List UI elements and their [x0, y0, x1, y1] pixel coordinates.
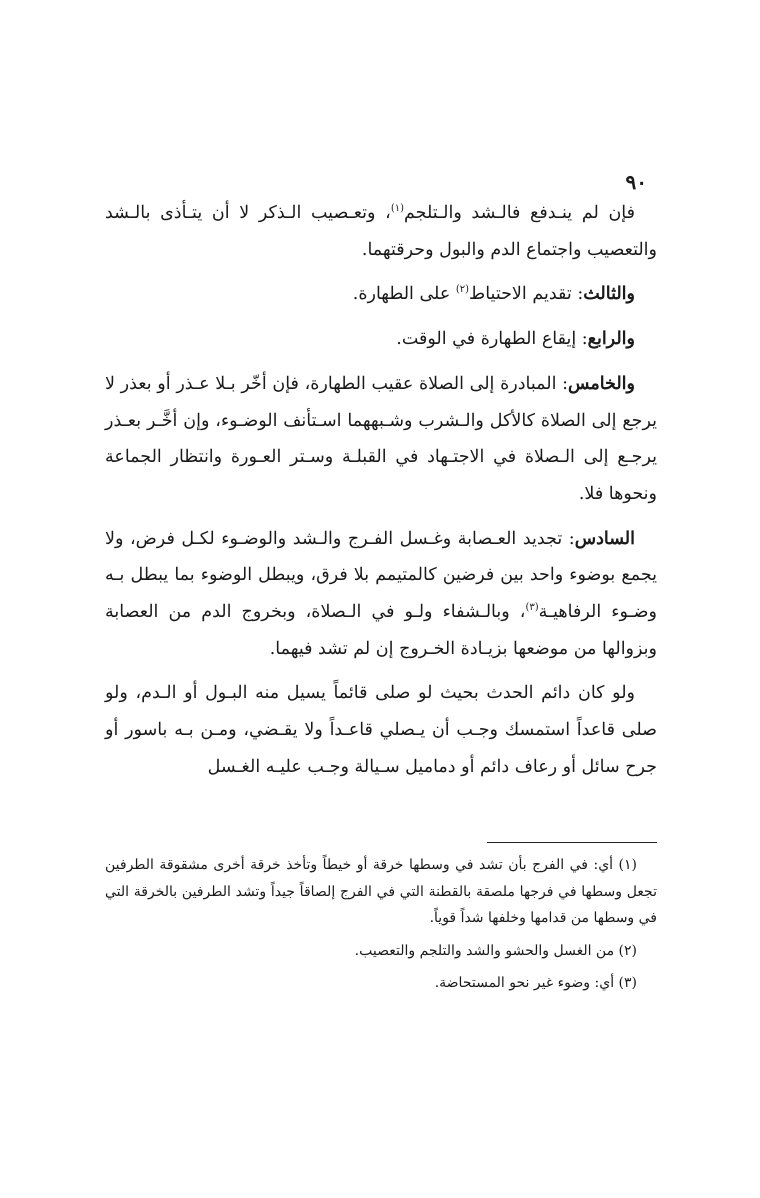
paragraph-text: على الطهارة. [352, 284, 456, 305]
paragraph-text: فإن لم ينـدفع فالـشد والـتلجم [404, 203, 635, 223]
footnote-ref: (١) [390, 203, 404, 215]
footnote-divider [487, 842, 657, 843]
footnote-ref: (٣) [525, 602, 539, 614]
page-number: ٩٠ [625, 170, 647, 194]
paragraph [105, 321, 657, 358]
paragraph-text: ، وتعـصيب الـذكر لا أن يتـأذى بالـشد والتعصيب واجتماع الدم والبول وحرقتهما. [105, 203, 657, 260]
paragraph [105, 675, 657, 785]
paragraph-text: : إيقاع الطهارة في الوقت. [396, 329, 588, 350]
paragraph [105, 276, 657, 313]
paragraph-lead: السادس [574, 528, 635, 549]
paragraph [105, 521, 657, 668]
footnote: (٣) أي: وضوء غير نحو المستحاضة. [434, 975, 637, 991]
footnote: (٢) من الغسل والحشو والشد والتلجم والتعصيب. [354, 942, 637, 959]
paragraph-text: ولو كان دائم الحدث بحيث لو صلى قائماً يسيل منه البـول أو الـدم، ولو صلى قاعداً استمسك وجـب أن يـصلي قاعـداً ولا يقـضي، ومـن بـه باسور أو جرح سائل أو رعاف دائم أو دماميل سـيالة وجـب عليـه الغـسل [105, 683, 657, 777]
paragraph-lead: والثالث [583, 284, 635, 305]
paragraph-text: : تقديم الاحتياط [469, 284, 584, 305]
paragraph-lead: والخامس [568, 373, 635, 394]
footnotes [105, 852, 657, 1003]
paragraph-text: : تجديد العـصابة وغـسل الفـرج والـشد والوضـوء لكـل فرض، ولا يجمع بوضوء واحد بين فرضين كالمتيمم بلا فرق، ويبطل الوضوء بما يبطل بـه وضـوء الرفاهيـة [105, 528, 657, 623]
paragraph-text: : المبادرة إلى الصلاة عقيب الطهارة، فإن أخّر بـلا عـذر أو بعذر لا يرجع إلى الصلاة كالأكل والـشرب وشـبههما اسـتأنف الوضـوء، وإن أخَّـر بعـذر يرجـع إلى الـصلاة في الاجتـهاد في القبلـة وسـتر العـورة وانتظار الجماعة ونحوها فلا. [105, 373, 657, 504]
paragraph-lead: والرابع [587, 329, 635, 350]
footnote: (١) أي: في الفرج بأن تشد في وسطها خرقة أو خيطاً وتأخذ خرقة أخرى مشقوقة الطرفين تجعل وسطها في فرجها ملصقة بالقطنة التي في الفرج إلصاقاً جيداً وتشد الطرفين بالخرقة التي في وسطها من قدامها وخلفها شداً قوياً. [105, 857, 657, 926]
main-text [105, 195, 657, 794]
paragraph-text: ، وبالـشفاء ولـو في الـصلاة، وبخروج الدم من العصابة وبزوالها من موضعها بزيـادة الخـروج إن لم تشد فيهما. [105, 602, 657, 659]
paragraph [105, 366, 657, 513]
footnote-ref: (٢) [455, 284, 470, 296]
paragraph [105, 195, 657, 268]
